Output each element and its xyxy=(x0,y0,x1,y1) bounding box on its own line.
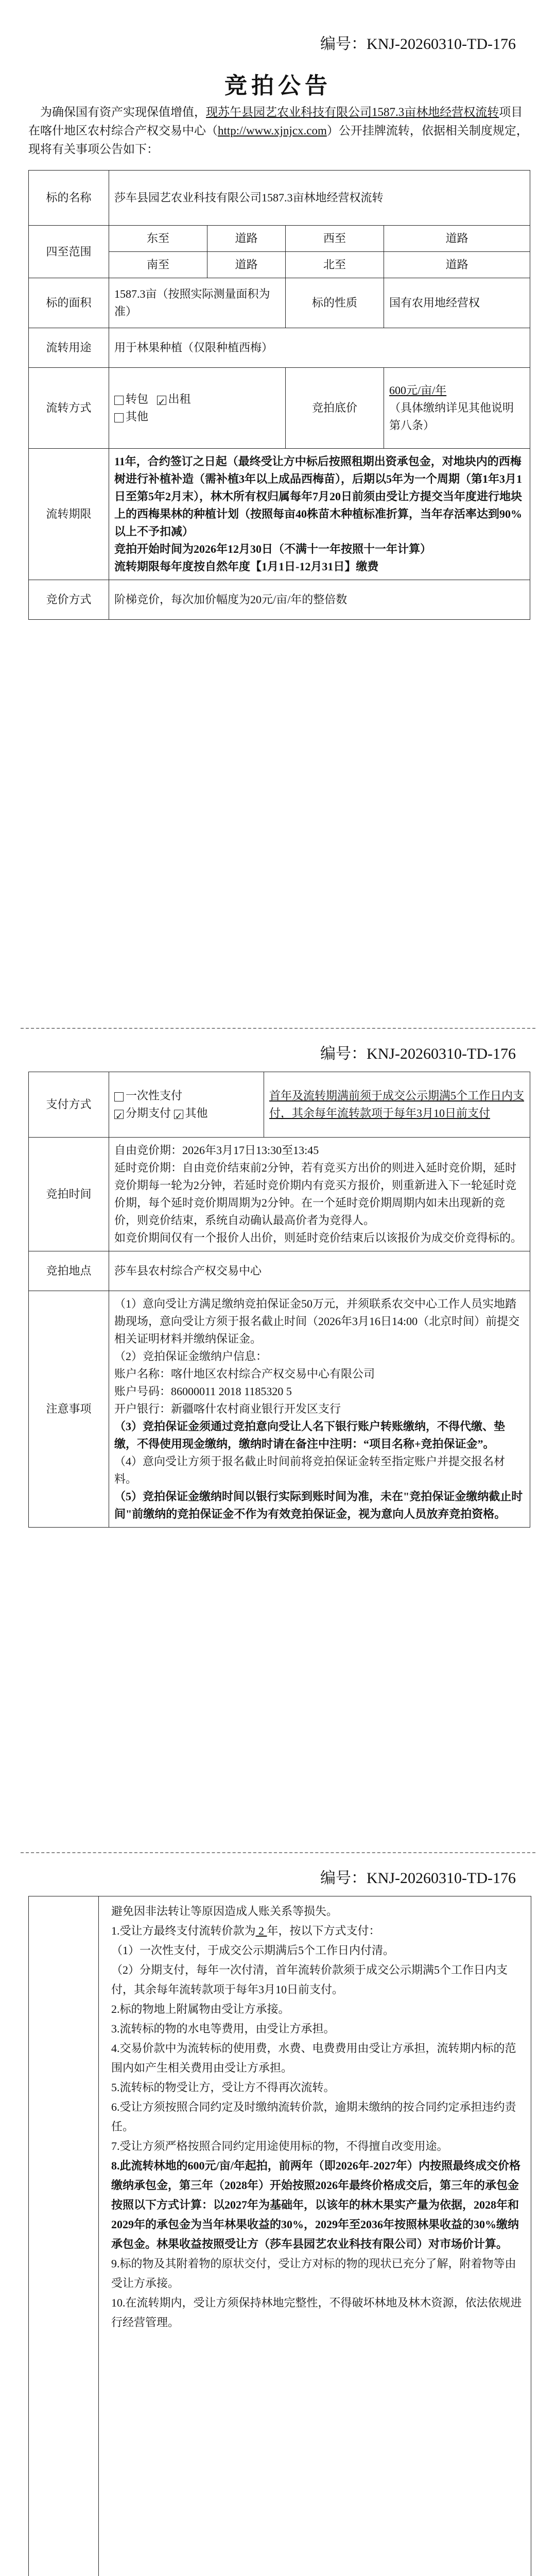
other-line-1a: 1.受让方最终支付流转价款为 xyxy=(111,1924,256,1937)
page-2 xyxy=(0,1030,556,1855)
other-line-1b: 年，按以下方式支付： xyxy=(267,1924,380,1937)
notice-label: 注意事项 xyxy=(29,1291,109,1528)
other-terms-block xyxy=(28,1896,531,2576)
other-line-6: 4.交易价款中为流转标的使用费，水费、电费费用由受让方承担，流转期内标的范围内如产生相关费用由受让方承担。 xyxy=(111,2042,516,2074)
other-line-3: （2）分期支付，每年一次付清，首年流转价款须于成交公示期满5个工作日内支付，其余每年流转款项于每年3月10日前支付。 xyxy=(111,1963,508,1996)
page-3 xyxy=(0,1855,556,2576)
use-label: 流转用途 xyxy=(29,328,109,368)
other-line-9: 7.受让方须严格按照合同约定用途使用标的物，不得擅自改变用途。 xyxy=(111,2140,448,2153)
other-line-1: 1.受让方最终支付流转价款为 2 年，按以下方式支付： xyxy=(111,1924,380,1937)
price-note: （具体缴纳详见其他说明第八条） xyxy=(389,401,514,432)
bound-west: 西至 xyxy=(285,226,384,252)
bound-north-value: 道路 xyxy=(384,252,530,278)
method-other-checkbox[interactable] xyxy=(114,413,124,422)
period-line-2: 竞拍开始时间为2026年12月30日（不满十一年按照十一年计算） xyxy=(114,543,432,555)
pay-other-label: 其他 xyxy=(185,1107,208,1120)
intro-text-1: 为确保国有资产实现保值增值， xyxy=(40,106,206,118)
other-line-2: （1）一次性支付，于成交公示期满后5个工作日内付清。 xyxy=(111,1944,395,1957)
method-sublease-label: 转包 xyxy=(126,393,149,405)
pay-installment-label: 分期支付 xyxy=(126,1107,171,1120)
pay-once-checkbox[interactable] xyxy=(114,1092,124,1101)
method-other-label: 其他 xyxy=(126,410,149,423)
page-1 xyxy=(0,0,556,1030)
notice-line-7: （4）意向受让方须于报名截止时间前将竞拍保证金转至指定账户并提交报名材料。 xyxy=(114,1455,506,1485)
other-line-8: 6.受让方须按照合同约定及时缴纳流转价款，逾期未缴纳的按合同约定承担违约责任。 xyxy=(111,2100,516,2133)
document-number-3: 编号：KNJ-20260310-TD-176 xyxy=(320,1870,516,1887)
name-value: 莎车县园艺农业科技有限公司1587.3亩林地经营权流转 xyxy=(109,171,530,226)
other-terms-content xyxy=(29,1896,531,2337)
notice-line-2: （2）竞拍保证金缴纳户信息： xyxy=(114,1350,268,1363)
notice-line-1: （1）意向受让方满足缴纳竞拍保证金50万元，并须联系农交中心工作人员实地踏勘现场，意向受让方须于报名截止时间（2026年3月16日14:00（北京时间）前提交相关证明材料并缴纳保证金。 xyxy=(114,1297,520,1345)
place-value: 莎车县农村综合产权交易中心 xyxy=(109,1251,530,1291)
other-line-0: 避免因非法转让等原因造成人账关系等损失。 xyxy=(111,1905,338,1918)
document-number-2: 编号：KNJ-20260310-TD-176 xyxy=(320,1045,516,1062)
use-value: 用于林果种植（仅限种植西梅） xyxy=(109,328,530,368)
page-divider xyxy=(21,1028,535,1029)
bound-south: 南至 xyxy=(109,252,207,278)
time-label: 竞拍时间 xyxy=(29,1138,109,1251)
notice-line-8: （5）竞拍保证金缴纳时间以银行实际到账时间为准，未在"竞拍保证金缴纳截止时间"前缴纳的竞拍保证金不作为有效竞拍保证金，视为意向人员放弃竞拍资格。 xyxy=(114,1490,523,1520)
method-sublease-checkbox[interactable] xyxy=(114,396,124,405)
intro-text-2: 现苏午县园艺农业科技有限公司1587.3亩林地经营权流转 xyxy=(206,106,499,118)
pay-other-checkbox[interactable] xyxy=(174,1110,183,1119)
bound-north: 北至 xyxy=(285,252,384,278)
document-number: 编号：KNJ-20260310-TD-176 xyxy=(320,36,516,53)
place-label: 竞拍地点 xyxy=(29,1251,109,1291)
other-line-5: 3.流转标的物的水电等费用，由受让方承担。 xyxy=(111,2022,335,2035)
time-line-3: 如竞价期间仅有一个报价人出价，则延时竞价结束后以该报价为成交价竞得标的。 xyxy=(114,1231,523,1244)
period-line-3: 流转期限每年度按自然年度【1月1日-12月31日】缴费 xyxy=(114,560,379,573)
nature-value: 国有农用地经营权 xyxy=(384,278,530,328)
pay-detail: 首年及流转期满前须于成交公示期满5个工作日内支付，其余每年流转款项于每年3月10日前支付 xyxy=(264,1072,530,1138)
bound-south-value: 道路 xyxy=(207,252,286,278)
area-value: 1587.3亩（按照实际测量面积为准） xyxy=(109,278,286,328)
time-cell xyxy=(109,1138,530,1251)
notice-line-6: （3）竞拍保证金须通过竞拍意向受让人名下银行账户转账缴纳，不得代缴、垫缴，不得使用现金缴纳，缴纳时请在备注中注明：“项目名称+竞拍保证金”。 xyxy=(114,1420,506,1450)
name-label: 标的名称 xyxy=(29,171,109,226)
page-divider-2 xyxy=(21,1852,535,1853)
time-line-1: 自由竞价期：2026年3月17日13:30至13:45 xyxy=(114,1144,319,1157)
bound-west-value: 道路 xyxy=(384,226,530,252)
pay-installment-checkbox[interactable] xyxy=(114,1110,124,1119)
notice-line-4: 账户号码：86000011 2018 1185320 5 xyxy=(114,1385,292,1398)
other-line-4: 2.标的物地上附属物由受让方承接。 xyxy=(111,2003,290,2015)
notice-line-5: 开户银行：新疆喀什农村商业银行开发区支行 xyxy=(114,1402,341,1415)
pay-once-label: 一次性支付 xyxy=(126,1089,183,1102)
pay-label: 支付方式 xyxy=(29,1072,109,1138)
listing-table xyxy=(28,170,530,620)
method-label: 流转方式 xyxy=(29,368,109,449)
period-label: 流转期限 xyxy=(29,449,109,580)
nature-label: 标的性质 xyxy=(285,278,384,328)
area-label: 标的面积 xyxy=(29,278,109,328)
price-label: 竞拍底价 xyxy=(285,368,384,449)
other-line-11: 9.标的物及其附着物的原状交付，受让方对标的物的现状已充分了解，附着物等由受让方承接。 xyxy=(111,2257,516,2290)
intro-text-5: ）公开挂牌流转，依据相关制度规定，现将有关事项公告如下： xyxy=(28,124,528,156)
increment-label: 竞价方式 xyxy=(29,580,109,620)
method-lease-checkbox[interactable] xyxy=(157,396,166,405)
terms-table xyxy=(28,1072,530,1528)
other-line-10: 8.此流转林地的600元/亩/年起拍，前两年（即2026年-2027年）内按照最终成交价格缴纳承包金，第三年（2028年）开始按照2026年最终价格成交后，第三年的承包金按照以下方式计算：以2027年为基础年，以该年的林木果实产量为依据，2028年和2029年的承包金为当年林果收益的30%，2029年至2036年按照林果收益的30%缴纳承包金。林果收益按照受让方（莎车县园艺农业科技有限公司）对市场价计算。 xyxy=(111,2159,521,2250)
method-options xyxy=(109,368,286,449)
bound-east: 东至 xyxy=(109,226,207,252)
price-cell xyxy=(384,368,530,449)
period-cell xyxy=(109,449,530,580)
increment-value: 阶梯竞价，每次加价幅度为20元/亩/年的整倍数 xyxy=(109,580,530,620)
time-line-2: 延时竞价期：自由竞价结束前2分钟，若有竞买方出价的则进入延时竞价期，延时竞价期每一轮为2分钟，若延时竞价期内有竞买方报价，则重新进入下一轮延时竞价期，每个延时竞价期周期为2分钟。在一个延时竞价期周期内如未出现新的竞价，则竞价结束，系统自动确认最高价者为竞得人。 xyxy=(114,1161,517,1227)
bound-east-value: 道路 xyxy=(207,226,286,252)
period-line-1: 11年，合约签订之日起（最终受让方中标后按照租期出资承包金，对地块内的西梅树进行补植补造（需补植3年以上成品西梅苗），后期以5年为一个周期（第1年3月1日至第5年2月末），林木所有权归属每年7月20日前须由受让方提交当年度进行地块上的西梅果林的种植计划（按照每亩40株苗木种植标准折算，当年存活率达到90%以上不予扣减） xyxy=(114,455,523,538)
other-line-12: 10.在流转期内，受让方须保持林地完整性，不得破坏林地及林木资源，依法依规进行经营管理。 xyxy=(111,2296,522,2329)
notice-cell xyxy=(109,1291,530,1528)
pay-options xyxy=(109,1072,264,1138)
other-line-7: 5.流转标的物受让方，受让方不得再次流转。 xyxy=(111,2081,335,2094)
intro-link[interactable]: http://www.xjnjcx.com xyxy=(218,124,327,137)
price-value: 600元/亩/年 xyxy=(389,384,447,397)
notice-line-3: 账户名称：喀什地区农村综合产权交易中心有限公司 xyxy=(114,1367,375,1380)
method-lease-label: 出租 xyxy=(168,393,191,405)
intro-paragraph xyxy=(28,103,530,159)
bound-label: 四至范围 xyxy=(29,226,109,278)
intro-text-3: 项目在喀什地区农村综合产权交易中心（ xyxy=(28,106,523,137)
page-title: 竞拍公告 xyxy=(224,73,332,98)
